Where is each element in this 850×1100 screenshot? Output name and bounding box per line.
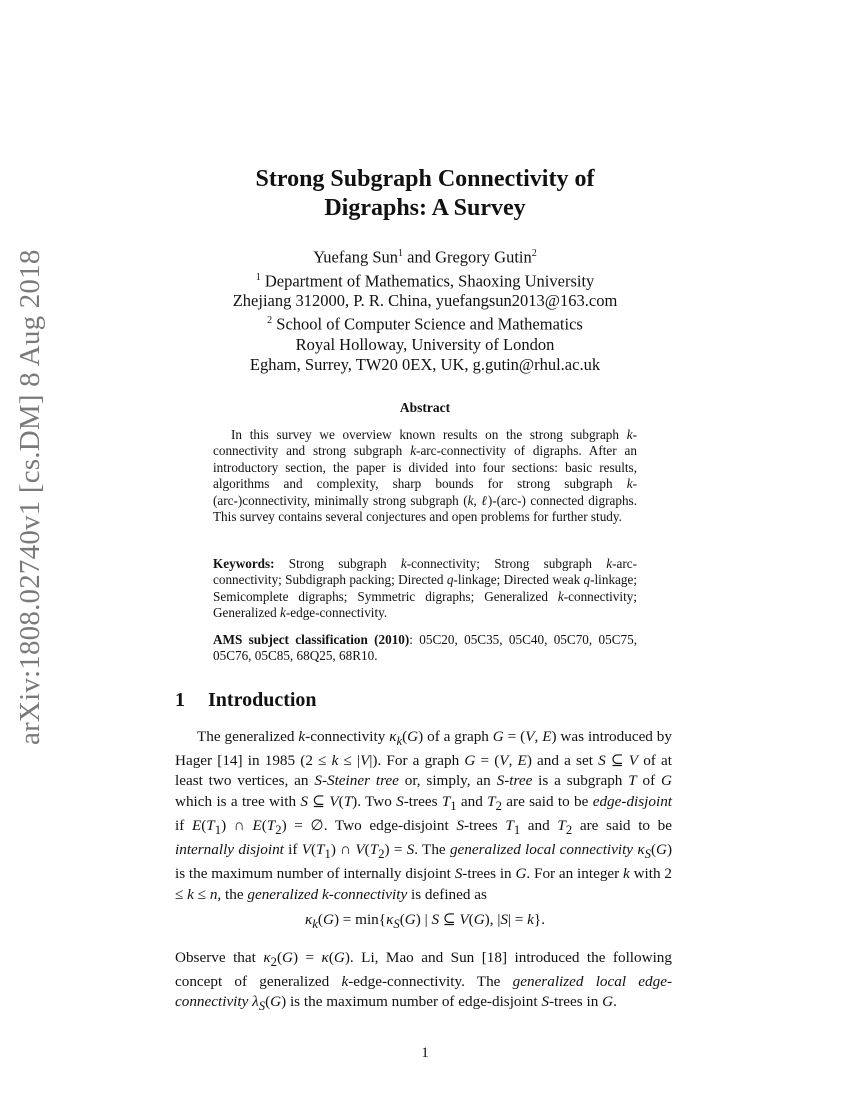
affiliation-2-mark: 2 — [267, 315, 273, 326]
author-names — [175, 244, 675, 268]
affiliation-2-line-2: Royal Holloway, University of London — [295, 334, 555, 354]
equation-kappa-k: $\kappa_k(G) = \min\{\kappa_S(G)$ | S ⊆ V(G), |S| = k}. — [304, 911, 546, 932]
affiliation-1-line-2: Zhejiang 312000, P. R. China, yuefangsun2013@163.com — [232, 291, 618, 310]
abstract-heading: Abstract — [399, 400, 451, 415]
affiliation-2-line-3: Egham, Surrey, TW20 0EX, UK, g.gutin@rhul.ac.uk — [249, 354, 601, 374]
author-2-affil-mark: 2 — [531, 248, 537, 259]
ams-classification — [213, 632, 637, 665]
paper-title — [175, 165, 675, 223]
author-1-affil-mark: 1 — [398, 248, 403, 259]
affiliation-2-line-1: $^2$ School of Computer Science and Mathematics — [267, 314, 583, 334]
intro-paragraph-2: Observe that $\kappa_2(G) = \kappa(G)$. Li, Mao and Sun [18] introduced the following concept of generalized k-edge-connectivity. The generalized local edge-connectivity $\lambda_S(G)$ is the maximum number of edge-disjoint S-trees in G. — [175, 949, 672, 1014]
arxiv-identifier: arXiv:1808.02740v1 [cs.DM] 8 Aug 2018 — [14, 249, 46, 745]
ams-label: AMS subject classification (2010) — [213, 632, 410, 647]
intro-paragraph-1: The generalized k-connectivity $\kappa_k(G)$ of a graph G = (V, E) was introduced by Hager [14] in 1985 (2 ≤ k ≤ |V|). For a graph G = (V, E) and a set S ⊆ V of at least two vertices, an S-Steiner tree or, simply, an S-tree is a subgraph T of G which is a tree with S ⊆ V(T). Two S-trees $T_1$ and $T_2$ are said to be edge-disjoint if $E(T_1)$ ∩ $E(T_2)$ = ∅. Two edge-disjoint S-trees $T_1$ and $T_2$ are said to be internally disjoint if $V(T_1)$ ∩ $V(T_2) = S$. The generalized local connectivity $\kappa_S(G)$ is the maximum number of internally disjoint S-trees in G. For an integer k with 2 ≤ k ≤ n, the generalized k-connectivity is defined as — [175, 728, 673, 903]
ams-codes: : 05C20, 05C35, 05C40, 05C70, 05C75, 05C76, 05C85, 68Q25, 68R10. — [213, 632, 637, 664]
page-number: 1 — [421, 1045, 429, 1061]
abstract-text: In this survey we overview known results on the strong subgraph k-connectivity and strong subgraph k-arc-connectivity of digraphs. After an introductory section, the paper is divided into four sections: basic results, algorithms and complexity, sharp bounds for strong subgraph k-(arc-)connectivity, minimally strong subgraph (k, ℓ)-(arc-) connected digraphs. This survey contains several conjectures and open problems for further study. — [213, 427, 637, 525]
affiliation-1-mark: 1 — [255, 271, 261, 283]
author-block — [175, 244, 675, 375]
section-number: 1 — [175, 689, 185, 711]
author-1-name: Yuefang Sun — [313, 247, 398, 267]
keywords-label: Keywords: — [213, 556, 275, 571]
affiliation-1-line-1: $^1$ Department of Mathematics, Shaoxing University — [255, 271, 595, 290]
author-2-name: Gregory Gutin — [435, 247, 532, 267]
title-line-1: Strong Subgraph Connectivity of — [255, 166, 595, 192]
keywords-paragraph: Keywords: Strong subgraph k-connectivity; Strong subgraph k-arc-connectivity; Subdigraph packing; Directed q-linkage; Directed weak q-linkage; Semicomplete digraphs; Symmetric digraphs; Generalized k-connectivity; Generalized k-edge-connectivity. — [213, 556, 637, 621]
author-conjunction: and — [403, 247, 436, 267]
title-line-2: Digraphs: A Survey — [324, 195, 526, 221]
section-title: Introduction — [208, 689, 317, 711]
section-heading — [175, 689, 317, 712]
